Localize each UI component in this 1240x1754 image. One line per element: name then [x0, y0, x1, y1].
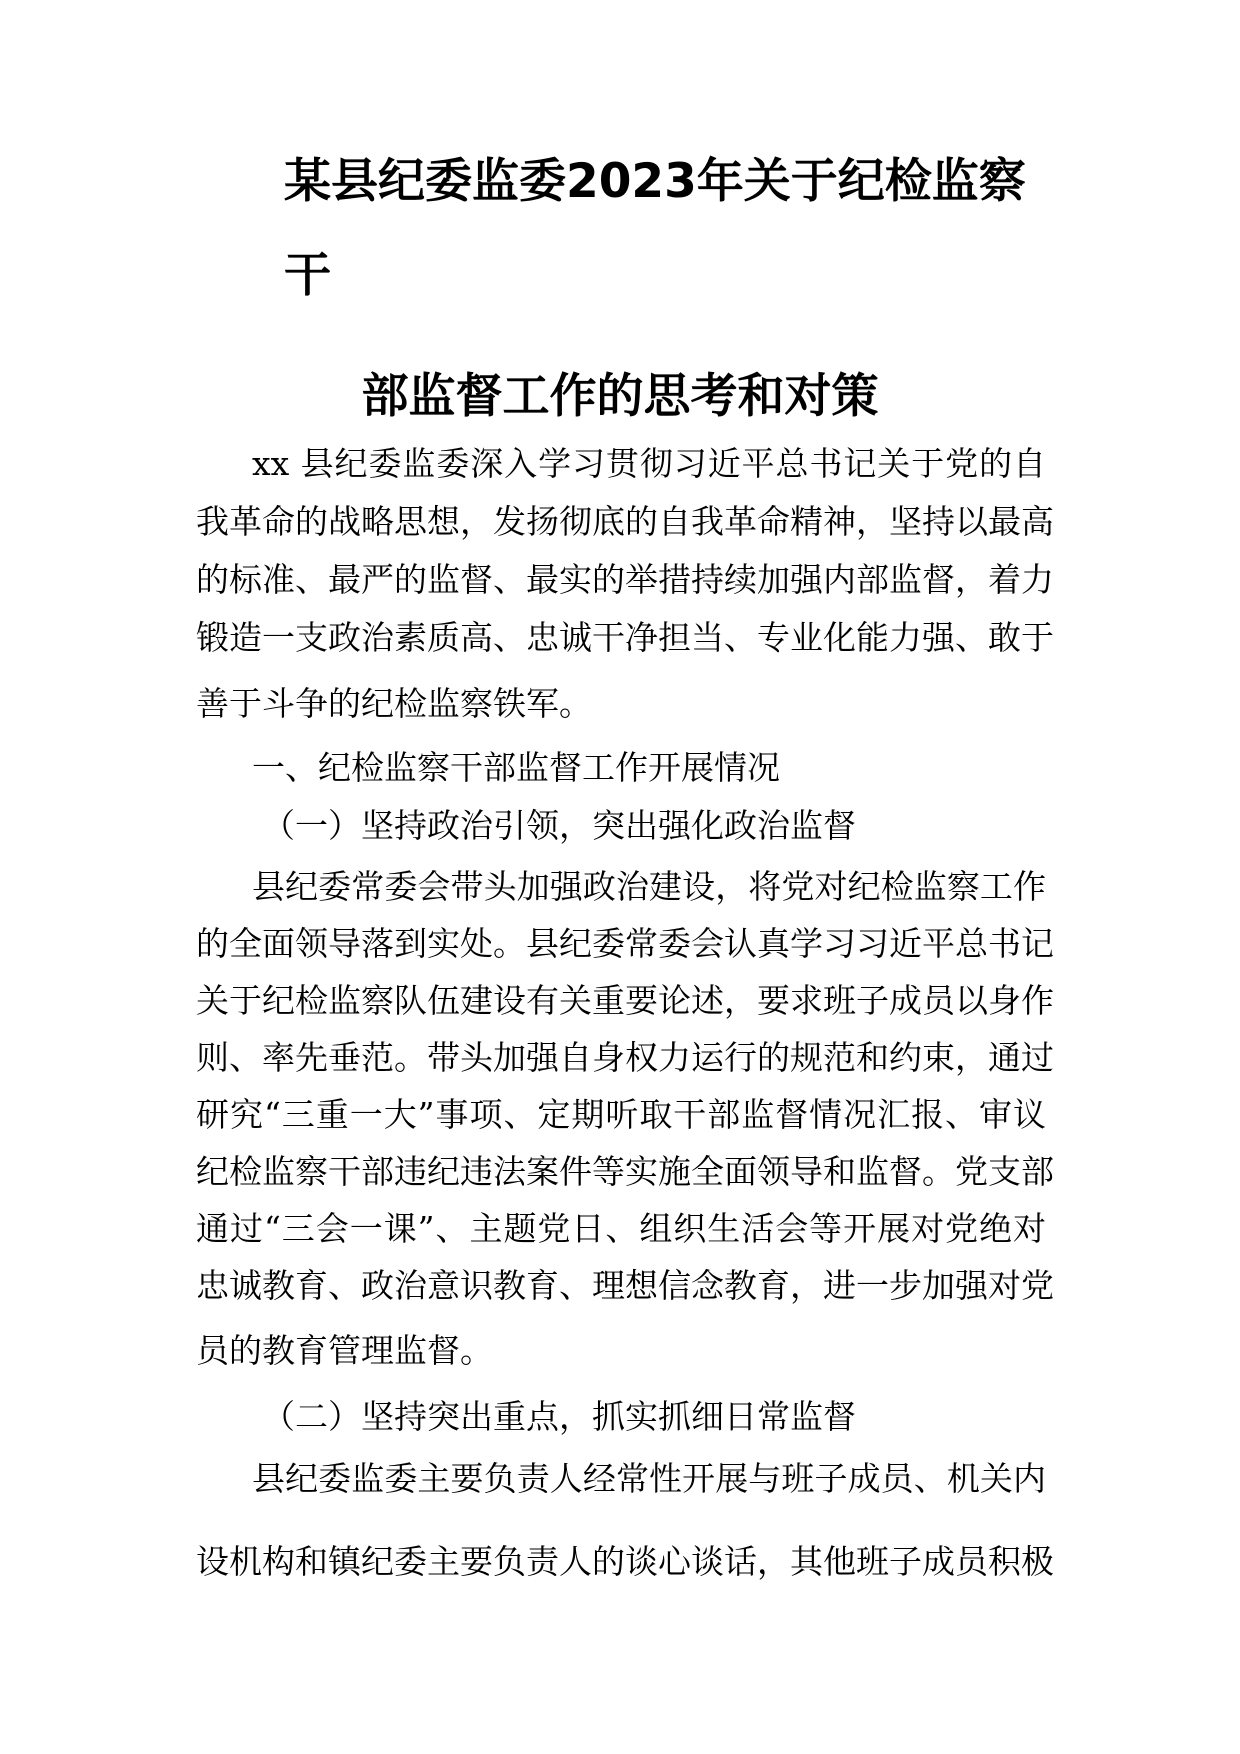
title-line-3: 部监督工作的思考和对策 — [361, 369, 879, 424]
body-line: 则、率先垂范。带头加强自身权力运行的规范和约束，通过 — [196, 1038, 1054, 1077]
intro-line: 的标准、最严的监督、最实的举措持续加强内部监督，着力 — [196, 560, 1054, 599]
body-line: 关于纪检监察队伍建设有关重要论述，要求班子成员以身作 — [196, 981, 1054, 1020]
title-line-1: 某县纪委监委2023年关于纪检监察 — [284, 154, 1026, 209]
body-line: 设机构和镇纪委主要负责人的谈心谈话，其他班子成员积极 — [196, 1542, 1054, 1581]
body-line: 员的教育管理监督。 — [196, 1331, 493, 1370]
body-line: 通过“三会一课”、主题党日、组织生活会等开展对党绝对 — [196, 1209, 1046, 1248]
subsection-heading: （一）坚持政治引领，突出强化政治监督 — [262, 806, 856, 845]
body-line: 研究“三重一大”事项、定期听取干部监督情况汇报、审议 — [196, 1095, 1046, 1134]
title-line-2: 干 — [284, 248, 331, 303]
intro-line: 善于斗争的纪检监察铁军。 — [196, 684, 592, 723]
intro-line: xx 县纪委监委深入学习贯彻习近平总书记关于党的自 — [252, 444, 1046, 483]
body-line: 县纪委常委会带头加强政治建设，将党对纪检监察工作 — [252, 867, 1046, 906]
subsection-heading: （二）坚持突出重点，抓实抓细日常监督 — [262, 1397, 856, 1436]
section-heading: 一、纪检监察干部监督工作开展情况 — [252, 748, 780, 787]
intro-line: 锻造一支政治素质高、忠诚干净担当、专业化能力强、敢于 — [196, 618, 1054, 657]
body-line: 忠诚教育、政治意识教育、理想信念教育，进一步加强对党 — [196, 1266, 1054, 1305]
body-line: 纪检监察干部违纪违法案件等实施全面领导和监督。党支部 — [196, 1152, 1054, 1191]
body-line: 的全面领导落到实处。县纪委常委会认真学习习近平总书记 — [196, 924, 1054, 963]
intro-line: 我革命的战略思想，发扬彻底的自我革命精神，坚持以最高 — [196, 502, 1054, 541]
body-line: 县纪委监委主要负责人经常性开展与班子成员、机关内 — [252, 1459, 1046, 1498]
